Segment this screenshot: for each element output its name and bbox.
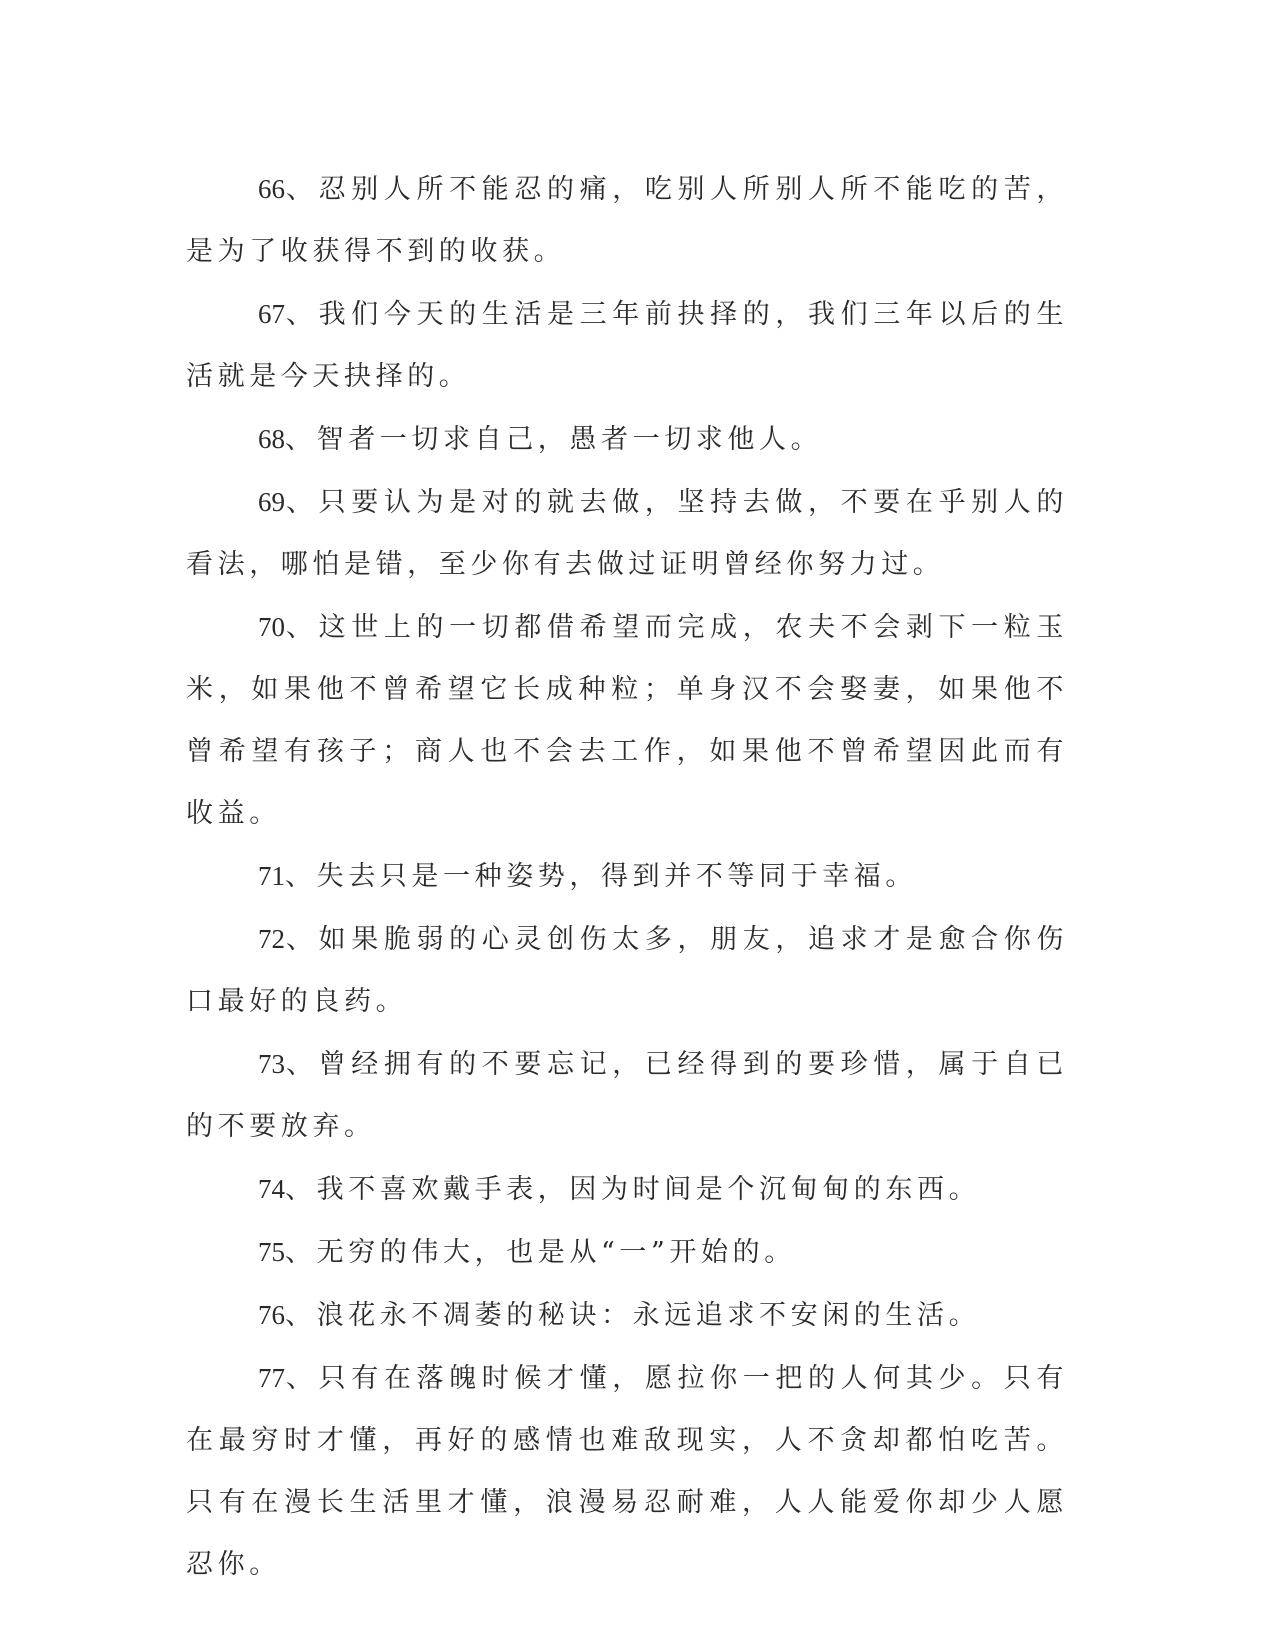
paragraph-72	[186, 908, 1068, 1033]
paragraph-number: 76	[258, 1300, 285, 1330]
paragraph-number: 66	[258, 174, 285, 204]
paragraph-text: 、失去只是一种姿势，得到并不等同于幸福。	[285, 861, 917, 892]
paragraph-77	[186, 1347, 1068, 1596]
paragraph-text: 、我不喜欢戴手表，因为时间是个沉甸甸的东西。	[285, 1174, 981, 1205]
paragraph-76	[186, 1284, 1068, 1347]
paragraph-69	[186, 471, 1068, 596]
paragraph-text: 、无穷的伟大，也是从“一”开始的。	[285, 1237, 796, 1268]
paragraph-text: 、忍别人所不能忍的痛，吃别人所别人所不能吃的苦，是为了收获得不到的收获。	[186, 174, 1068, 267]
paragraph-70	[186, 596, 1068, 845]
paragraph-number: 69	[258, 487, 285, 517]
paragraph-text: 、只要认为是对的就去做，坚持去做，不要在乎别人的看法，哪怕是错，至少你有去做过证明曾经你努力过。	[186, 487, 1068, 580]
paragraph-text: 、智者一切求自己，愚者一切求他人。	[285, 424, 823, 455]
paragraph-75	[186, 1221, 1068, 1284]
paragraph-text: 、如果脆弱的心灵创伤太多，朋友，追求才是愈合你伤口最好的良药。	[186, 924, 1068, 1017]
paragraph-73	[186, 1033, 1068, 1158]
paragraph-74	[186, 1158, 1068, 1221]
paragraph-number: 72	[258, 924, 285, 954]
paragraph-number: 68	[258, 424, 285, 454]
document-body	[186, 158, 1068, 1596]
paragraph-number: 77	[258, 1363, 285, 1393]
paragraph-number: 73	[258, 1049, 285, 1079]
paragraph-text: 、这世上的一切都借希望而完成，农夫不会剥下一粒玉米，如果他不曾希望它长成种粒；单身汉不会娶妻，如果他不曾希望有孩子；商人也不会去工作，如果他不曾希望因此而有收益。	[186, 612, 1068, 829]
paragraph-number: 70	[258, 612, 285, 642]
paragraph-number: 75	[258, 1237, 285, 1267]
paragraph-text: 、浪花永不凋萎的秘诀：永远追求不安闲的生活。	[285, 1300, 981, 1331]
paragraph-66	[186, 158, 1068, 283]
paragraph-number: 74	[258, 1174, 285, 1204]
paragraph-68	[186, 408, 1068, 471]
paragraph-number: 71	[258, 861, 285, 891]
paragraph-text: 、只有在落魄时候才懂，愿拉你一把的人何其少。只有在最穷时才懂，再好的感情也难敌现实，人不贪却都怕吃苦。只有在漫长生活里才懂，浪漫易忍耐难，人人能爱你却少人愿忍你。	[186, 1363, 1068, 1580]
paragraph-number: 67	[258, 299, 285, 329]
paragraph-67	[186, 283, 1068, 408]
paragraph-text: 、曾经拥有的不要忘记，已经得到的要珍惜，属于自已的不要放弃。	[186, 1049, 1068, 1142]
paragraph-71	[186, 845, 1068, 908]
paragraph-text: 、我们今天的生活是三年前抉择的，我们三年以后的生活就是今天抉择的。	[186, 299, 1068, 392]
